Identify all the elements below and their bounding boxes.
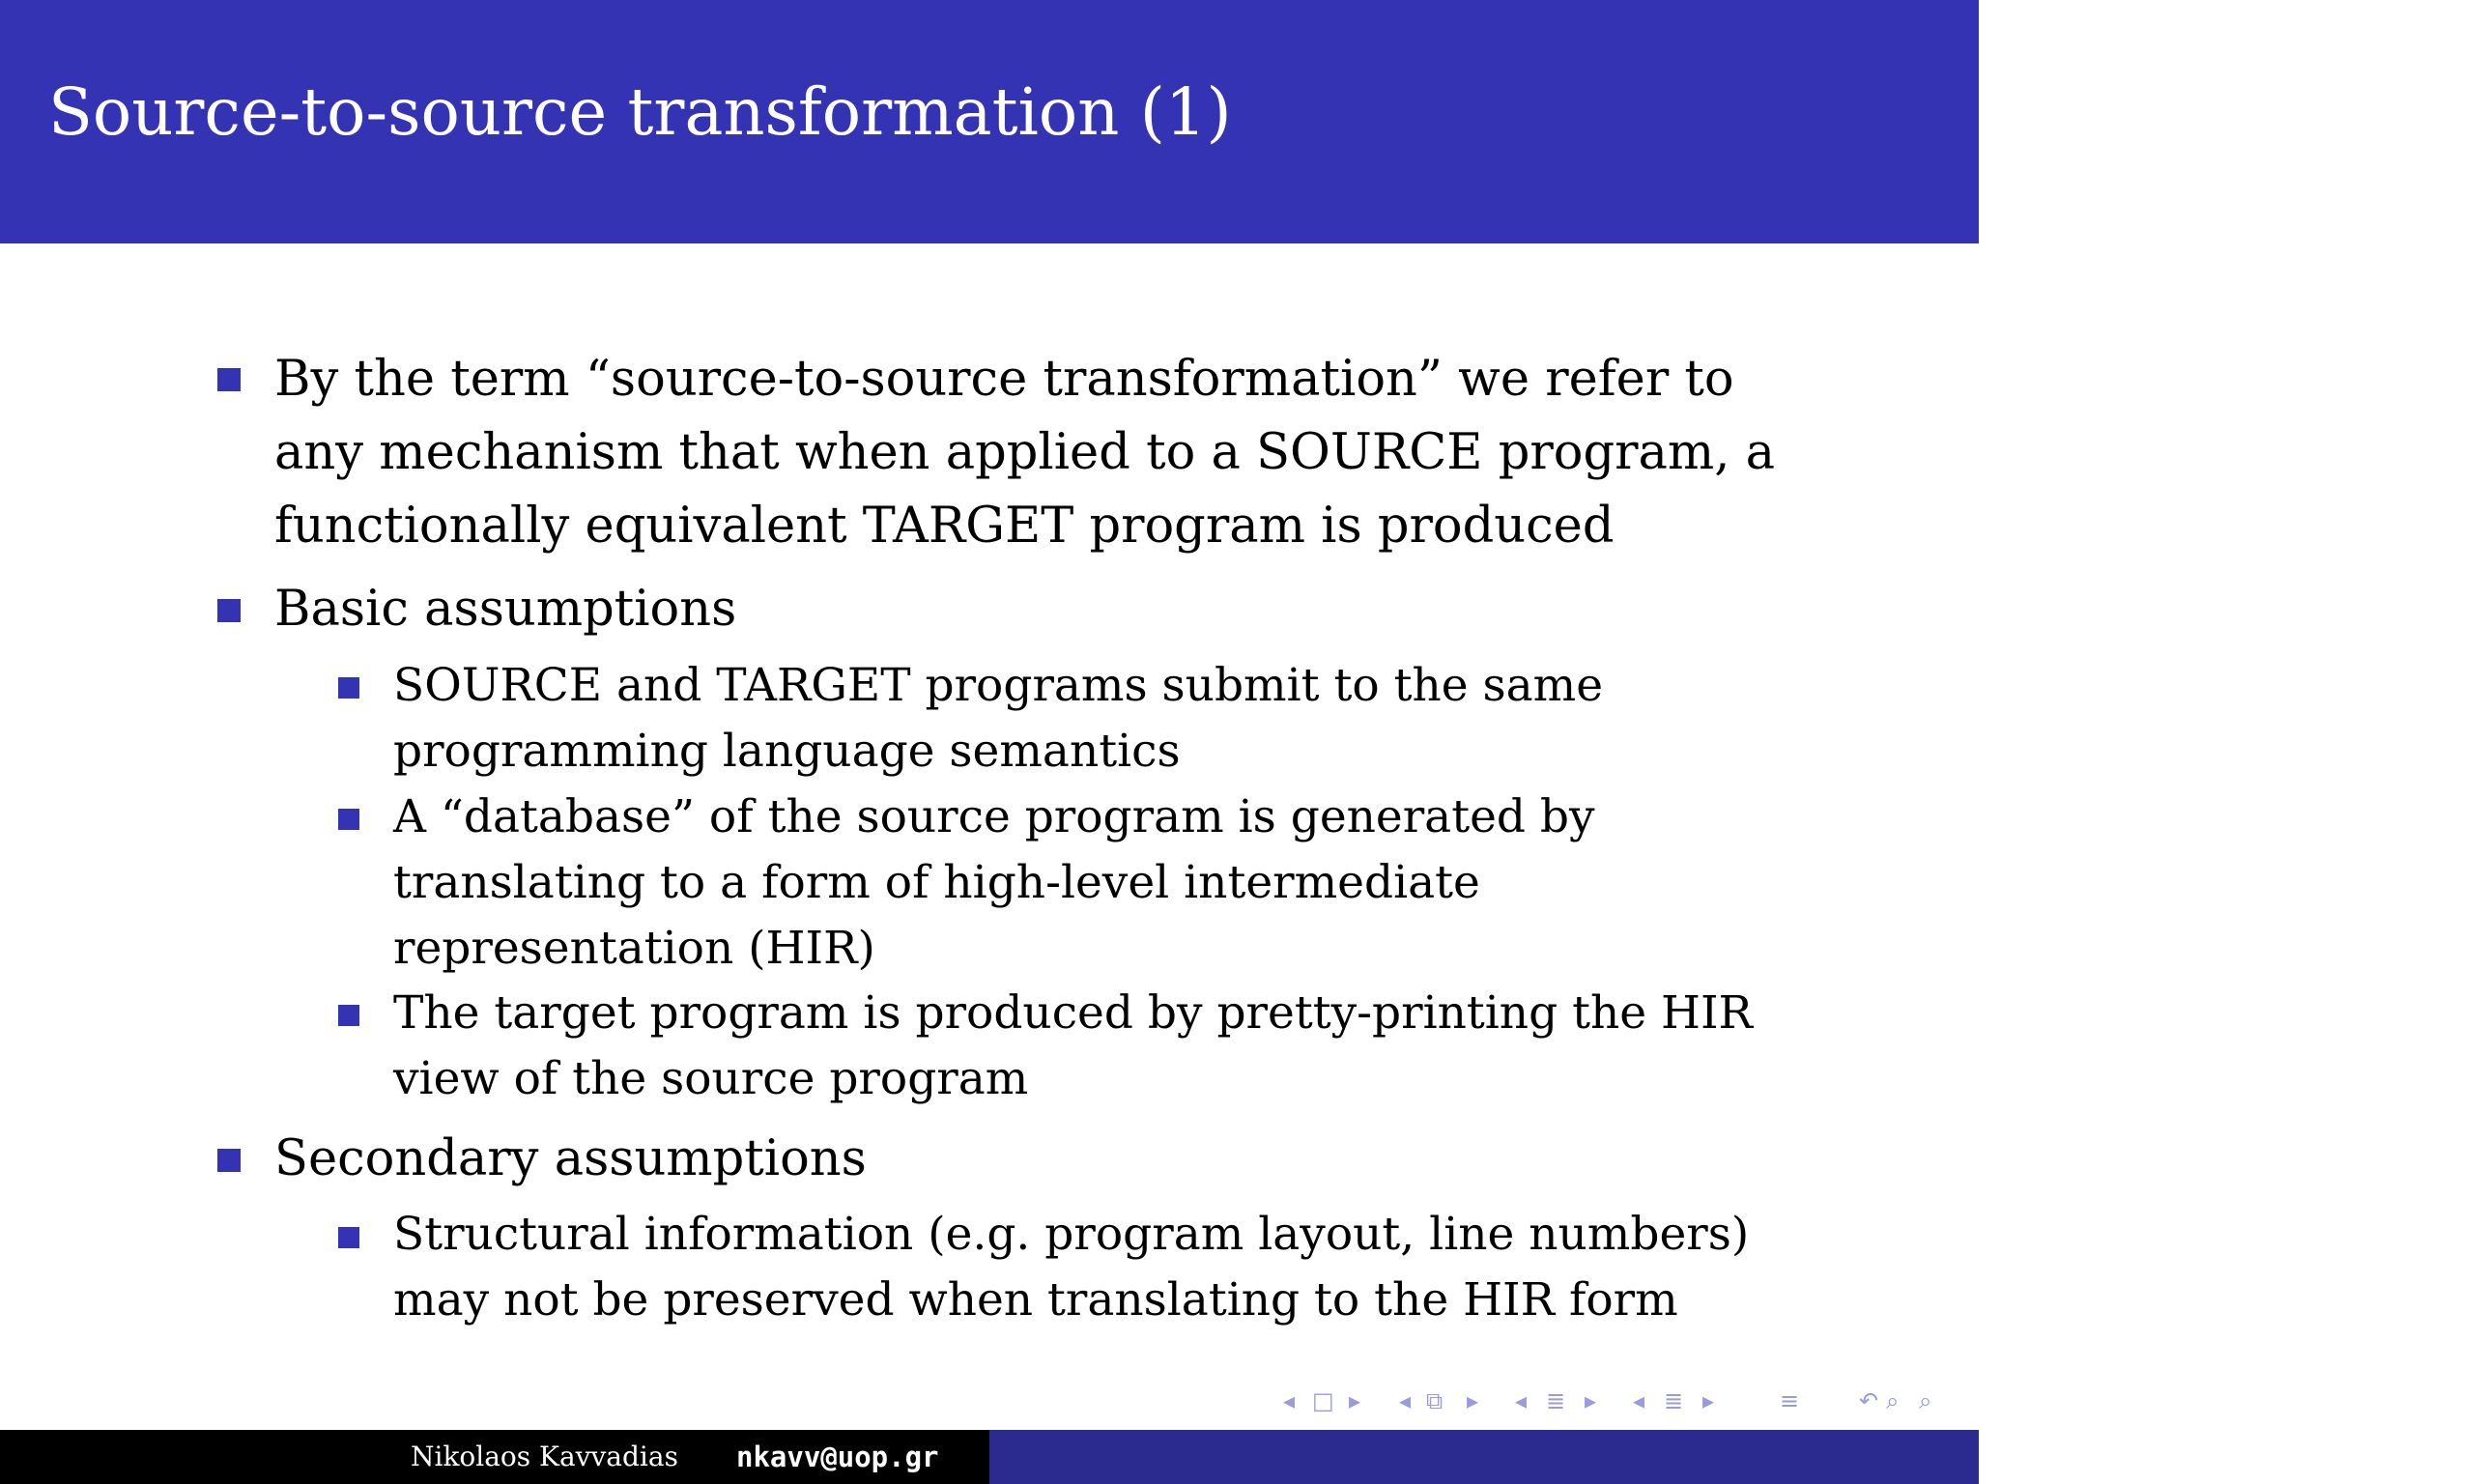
- subbullet-text: [393, 1202, 1749, 1333]
- frame-icon[interactable]: □: [1312, 1387, 1334, 1414]
- undo-icon[interactable]: ↶: [1859, 1387, 1879, 1414]
- arrow-left-icon[interactable]: ◂: [1633, 1387, 1645, 1414]
- subbullet-line: A “database” of the source program is generated by: [393, 790, 1595, 843]
- beamer-navigation-bar: [1275, 1382, 1971, 1420]
- slide-footer: [0, 1430, 2487, 1484]
- align-icon[interactable]: ≡: [1780, 1387, 1800, 1414]
- bullet-square-icon: [217, 1149, 241, 1172]
- subbullet-line: The target program is produced by pretty-printing the HIR: [393, 986, 1753, 1040]
- author-email: nkavv@uop.gr: [736, 1441, 939, 1473]
- subbullet-square-icon: [338, 677, 359, 699]
- arrow-left-icon[interactable]: ◂: [1283, 1387, 1296, 1414]
- subbullet-text: [393, 981, 1753, 1112]
- subbullet-line: programming language semantics: [393, 725, 1181, 778]
- bullet-line: Basic assumptions: [274, 581, 737, 638]
- arrow-right-icon[interactable]: ▸: [1467, 1387, 1479, 1414]
- arrow-right-icon[interactable]: ▸: [1702, 1387, 1715, 1414]
- bullet-square-icon: [217, 599, 241, 622]
- bullet-line: By the term “source-to-source transformation” we refer to: [274, 351, 1734, 408]
- subbullet-line: SOURCE and TARGET programs submit to the same: [393, 659, 1604, 712]
- bullet-line: Secondary assumptions: [274, 1130, 867, 1187]
- subbullet-line: translating to a form of high-level intermediate: [393, 856, 1480, 909]
- subbullet-line: view of the source program: [393, 1052, 1029, 1105]
- subbullet-text: [393, 785, 1595, 982]
- subbullet-line: representation (HIR): [393, 922, 875, 975]
- footer-author-panel: [0, 1430, 989, 1484]
- presentation-short-title: Source-to-source transformations: [2025, 1441, 2487, 1472]
- bullet-square-icon: [217, 368, 241, 391]
- subbullet-square-icon: [338, 1005, 359, 1026]
- footer-title-panel: [989, 1430, 2487, 1484]
- bullet-text: [274, 1123, 867, 1196]
- arrow-right-icon[interactable]: ▸: [1349, 1387, 1361, 1414]
- subbullet-line: Structural information (e.g. program layout, line numbers): [393, 1208, 1750, 1261]
- document-icon[interactable]: ≣: [1664, 1387, 1684, 1414]
- subbullet-text: [393, 653, 1603, 785]
- zoom-icon[interactable]: ⌕: [1919, 1387, 1932, 1414]
- author-name: Nikolaos Kavvadias: [411, 1441, 678, 1472]
- slide-title: Source-to-source transformation (1): [48, 74, 1232, 150]
- bullet-text: [274, 343, 1775, 563]
- bullet-line: functionally equivalent TARGET program is produced: [274, 498, 1615, 555]
- arrow-left-icon[interactable]: ◂: [1399, 1387, 1412, 1414]
- arrow-right-icon[interactable]: ▸: [1585, 1387, 1597, 1414]
- subsection-icon[interactable]: ⧉: [1426, 1387, 1444, 1414]
- search-icon[interactable]: ⌕: [1886, 1387, 1900, 1414]
- subbullet-square-icon: [338, 809, 359, 830]
- subbullet-line: may not be preserved when translating to the HIR form: [393, 1273, 1678, 1327]
- bullet-line: any mechanism that when applied to a SOURCE program, a: [274, 424, 1776, 481]
- bullet-text: [274, 573, 736, 646]
- section-icon[interactable]: ≣: [1546, 1387, 1566, 1414]
- subbullet-square-icon: [338, 1227, 359, 1248]
- arrow-left-icon[interactable]: ◂: [1515, 1387, 1528, 1414]
